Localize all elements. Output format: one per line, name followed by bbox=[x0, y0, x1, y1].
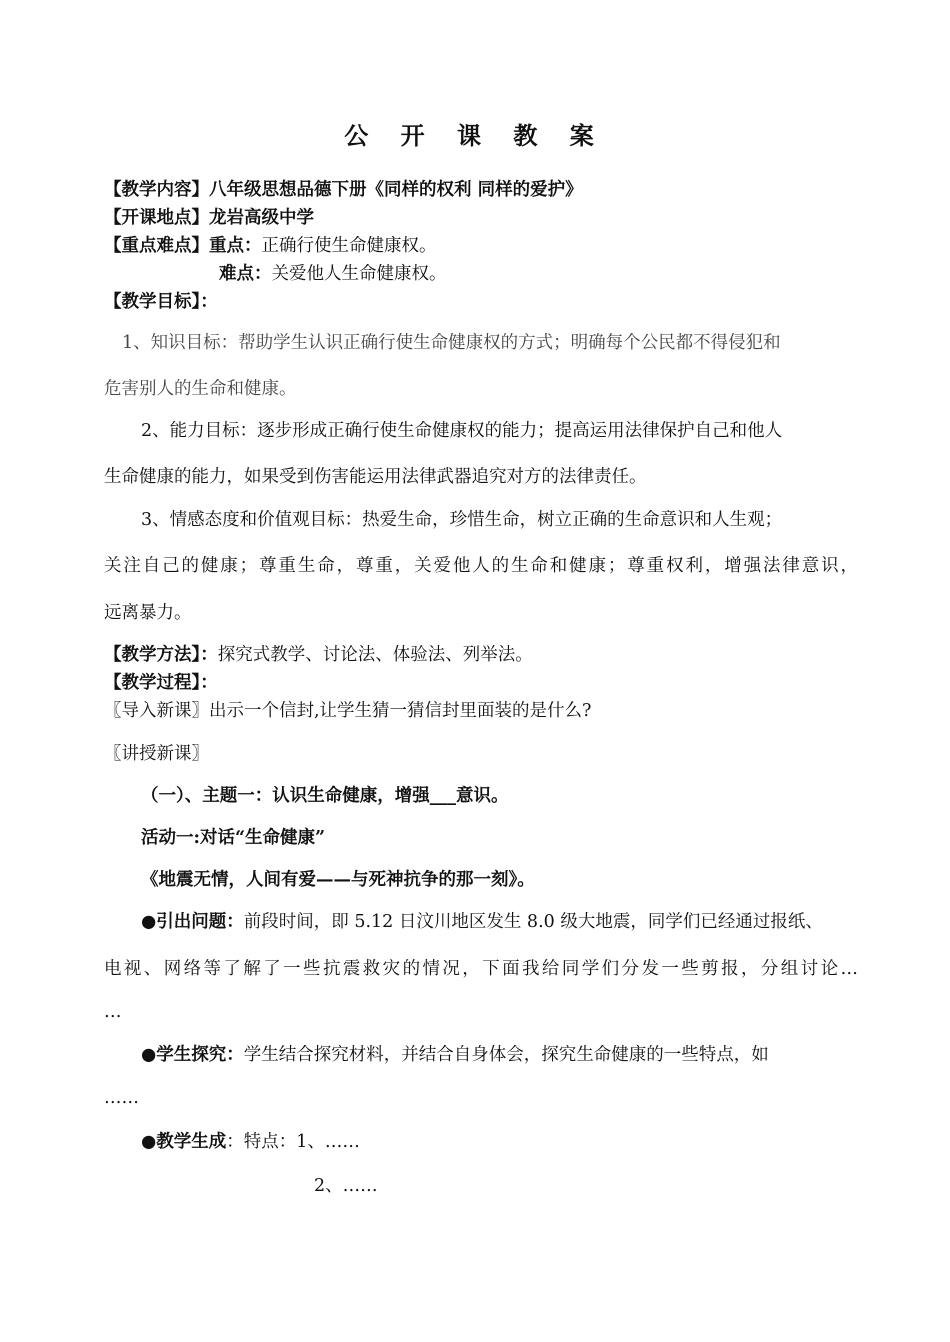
key-point-row bbox=[104, 234, 437, 258]
intro-text: 出示一个信封,让学生猜一猜信封里面装的是什么? bbox=[209, 701, 592, 721]
hard-label: 难点： bbox=[219, 264, 272, 284]
location-row bbox=[104, 206, 314, 230]
generation-row bbox=[141, 1130, 360, 1154]
question-text-1: 前段时间，即 5.12 日汶川地区发生 8.0 级大地震，同学们已经通过报纸、 bbox=[243, 912, 823, 932]
activity-heading: 活动一:对话“生命健康” bbox=[141, 828, 326, 848]
hard-point-row bbox=[219, 262, 447, 286]
question-text-2: 电视、网络等了解了一些抗震救灾的情况，下面我给同学们分发一些剪报，分组讨论… bbox=[104, 959, 858, 979]
location-label: 【开课地点】 bbox=[104, 208, 209, 228]
theme-blank: ___ bbox=[429, 786, 456, 806]
intro-row bbox=[104, 699, 591, 723]
explore-row bbox=[141, 1043, 769, 1067]
goal-knowledge-line-1: 1、知识目标：帮助学生认识正确行使生命健康权的方式；明确每个公民都不得侵犯和 bbox=[122, 333, 781, 353]
question-text-3: … bbox=[104, 1002, 122, 1022]
key-label: 重点： bbox=[209, 236, 262, 256]
question-label: ●引出问题： bbox=[141, 912, 244, 932]
goal-ability-line-2: 生命健康的能力，如果受到伤害能运用法律武器追究对方的法律责任。 bbox=[104, 467, 647, 487]
content-row bbox=[104, 178, 583, 202]
methods-value: 探究式教学、讨论法、体验法、列举法。 bbox=[217, 645, 533, 665]
goal-knowledge-line-2: 危害别人的生命和健康。 bbox=[104, 379, 297, 399]
goal-emotion-line-2: 关注自己的健康；尊重生命，尊重，关爱他人的生命和健康；尊重权利，增强法律意识， bbox=[104, 556, 858, 576]
methods-label: 【教学方法】： bbox=[104, 645, 218, 665]
content-value: 八年级思想品德下册《同样的权利 同样的爱护》 bbox=[209, 180, 583, 200]
question-row bbox=[141, 910, 823, 934]
goal-ability-line-1: 2、能力目标：逐步形成正确行使生命健康权的能力；提高运用法律保护自己和他人 bbox=[141, 421, 783, 441]
explore-continuation: …… bbox=[104, 1088, 139, 1108]
methods-row bbox=[104, 643, 533, 667]
process-label: 【教学过程】： bbox=[104, 673, 218, 693]
generation-text: ：特点：1、…… bbox=[226, 1132, 360, 1152]
goal-emotion-line-1: 3、情感态度和价值观目标：热爱生命，珍惜生命，树立正确的生命意识和人生观； bbox=[141, 510, 783, 530]
generation-text-2: 2、…… bbox=[314, 1176, 378, 1196]
key-points-label: 【重点难点】 bbox=[104, 236, 209, 256]
theme-suffix: 意识。 bbox=[456, 786, 509, 806]
content-label: 【教学内容】 bbox=[104, 180, 209, 200]
story-title: 《地震无情，人间有爱——与死神抗争的那一刻》。 bbox=[141, 870, 535, 890]
lecture-label: 〖讲授新课〗 bbox=[104, 744, 209, 764]
theme-heading bbox=[141, 784, 509, 808]
theme-prefix: （一）、主题一：认识生命健康，增强 bbox=[141, 786, 430, 806]
hard-value: 关爱他人生命健康权。 bbox=[271, 264, 447, 284]
intro-label: 〖导入新课〗 bbox=[104, 701, 209, 721]
location-value: 龙岩高级中学 bbox=[209, 208, 314, 228]
page-title: 公 开 课 教 案 bbox=[344, 121, 606, 150]
goals-label: 【教学目标】： bbox=[104, 292, 218, 312]
goal-emotion-line-3: 远离暴力。 bbox=[104, 603, 192, 623]
explore-label: ●学生探究： bbox=[141, 1045, 244, 1065]
key-value: 正确行使生命健康权。 bbox=[261, 236, 437, 256]
generation-label: ●教学生成 bbox=[141, 1132, 227, 1152]
explore-text: 学生结合探究材料，并结合自身体会，探究生命健康的一些特点，如 bbox=[243, 1045, 769, 1065]
